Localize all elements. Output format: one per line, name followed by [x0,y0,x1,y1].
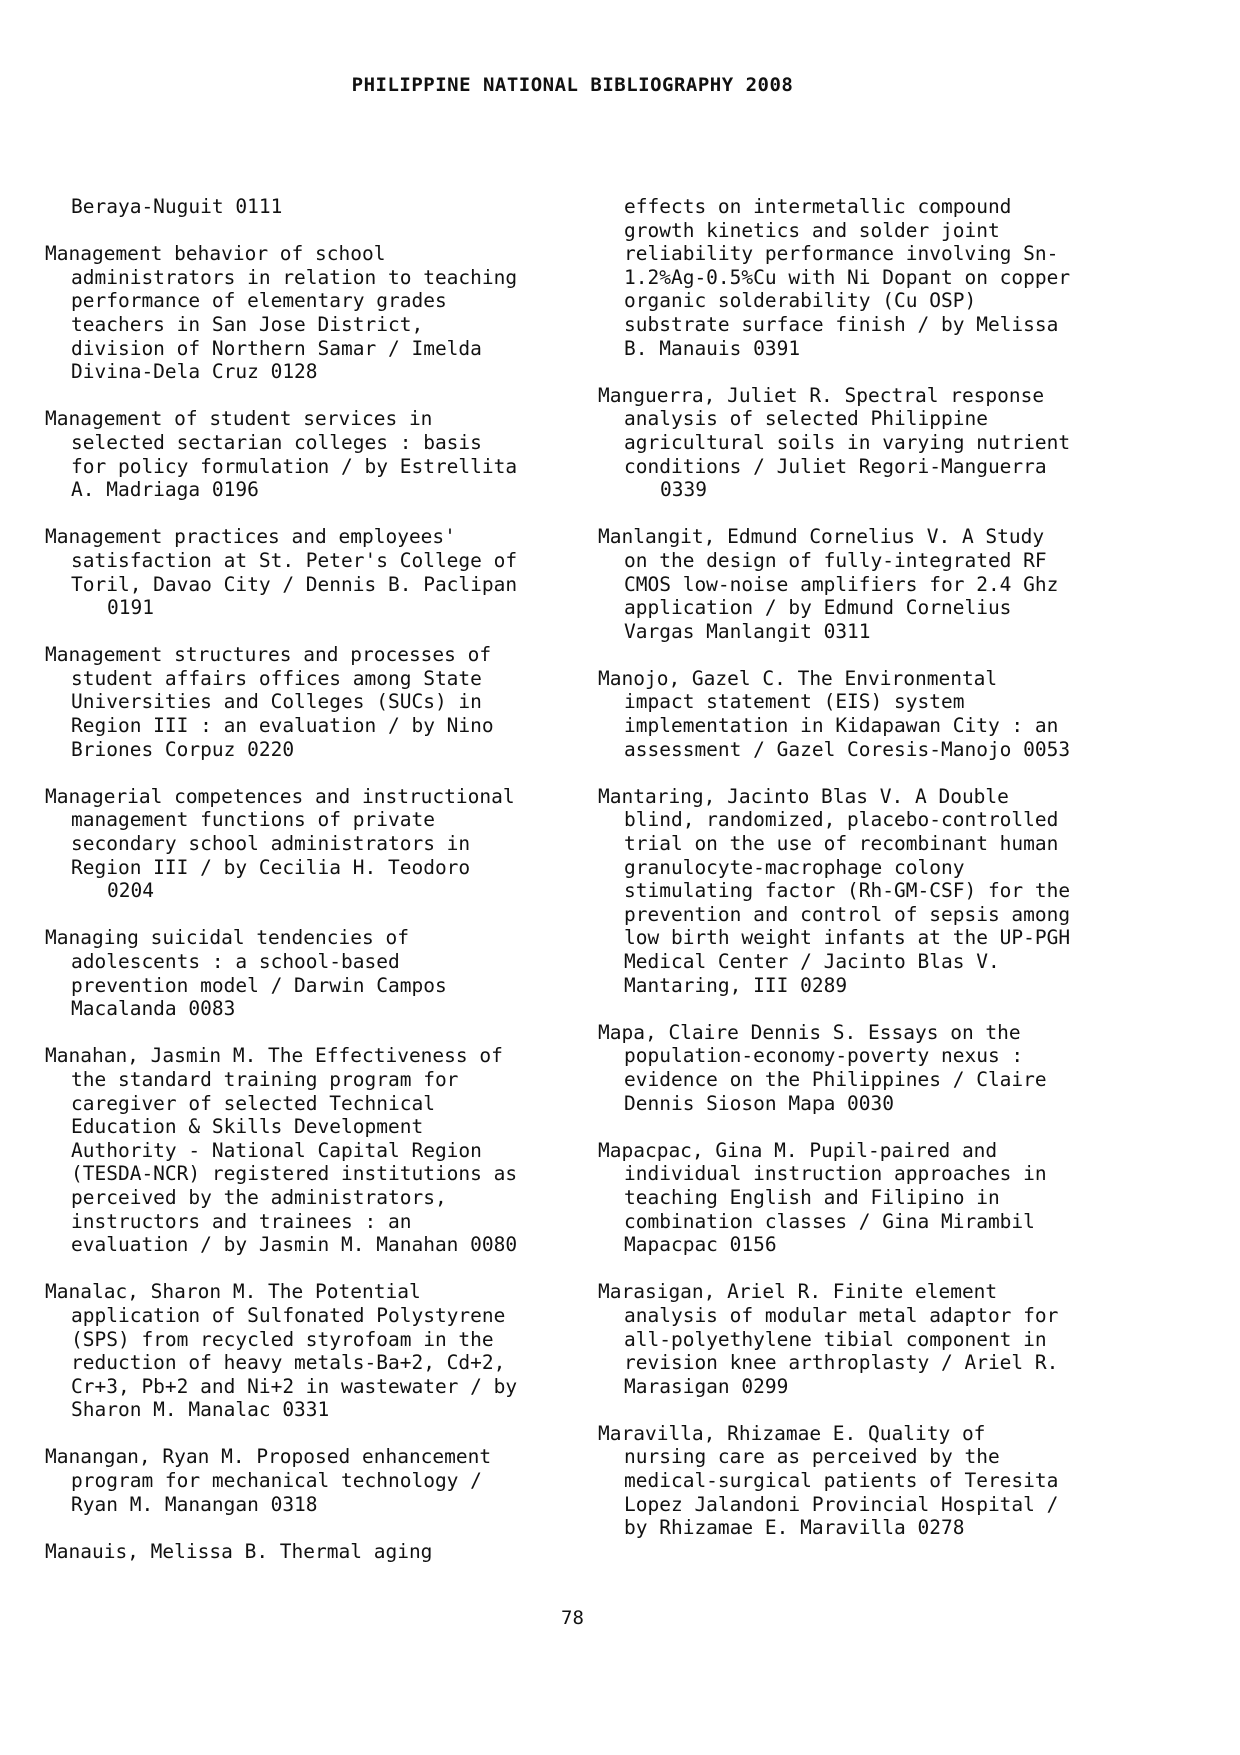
entry-line: Manojo, Gazel C. The Environmental [598,666,998,690]
entry-line: Divina-Dela Cruz 0128 [71,360,318,384]
entry-line: Beraya-Nuguit 0111 [71,195,283,218]
entry-line: Cr+3, Pb+2 and Ni+2 in wastewater / by [71,1374,518,1398]
entry-line: Universities and Colleges (SUCs) in [71,690,482,714]
entry-line: Management behavior of school [45,242,386,266]
entry-line: student affairs offices among State [71,666,482,690]
entry-line: individual instruction approaches in [624,1162,1047,1186]
entry-line: Ryan M. Manangan 0318 [71,1492,318,1516]
right-column [598,195,1128,1563]
entry-line: substrate surface finish / by Melissa [624,312,1059,336]
entry-line: 1.2%Ag-0.5%Cu with Ni Dopant on copper [624,265,1071,289]
bibliography-entry [45,1044,565,1256]
bibliography-entry [598,1422,1128,1540]
bibliography-entry [598,525,1128,643]
bibliography-entry [45,926,565,1020]
entry-line: (SPS) from recycled styrofoam in the [71,1327,494,1351]
entry-line: revision knee arthroplasty / Ariel R. [624,1351,1059,1375]
page-number: 78 [561,1607,584,1629]
bibliography-entry [45,407,565,501]
entry-line: Lopez Jalandoni Provincial Hospital / [624,1492,1059,1516]
entry-line: adolescents : a school-based [71,950,400,973]
entry-line: trial on the use of recombinant human [624,832,1059,856]
entry-line: analysis of selected Philippine [624,407,988,431]
entry-line: reduction of heavy metals-Ba+2, Cd+2, [71,1351,506,1375]
bibliography-entry [45,643,565,761]
entry-line: (TESDA-NCR) registered institutions as [71,1162,518,1186]
entry-line: on the design of fully-integrated RF [624,548,1047,572]
entry-line: Managerial competences and instructional [45,784,515,808]
entry-line: Region III : an evaluation / by Nino [71,714,494,738]
entry-line: Mantaring, III 0289 [624,973,848,997]
entry-line: Mantaring, Jacinto Blas V. A Double [598,784,1009,808]
entry-line: analysis of modular metal adaptor for [624,1303,1059,1327]
entry-line: low birth weight infants at the UP-PGH [624,926,1071,950]
entry-line: Manguerra, Juliet R. Spectral response [598,383,1045,407]
entry-line: Managing suicidal tendencies of [45,926,409,950]
entry-line: Education & Skills Development [71,1115,424,1139]
entry-line: 0204 [107,879,154,903]
entry-line: Maravilla, Rhizamae E. Quality of [598,1421,986,1445]
entry-line: caregiver of selected Technical [71,1091,435,1115]
entry-line: Toril, Davao City / Dennis B. Paclipan [71,572,518,596]
entry-line: agricultural soils in varying nutrient [624,430,1071,454]
entry-line: A. Madriaga 0196 [71,478,259,502]
entry-line: application of Sulfonated Polystyrene [71,1303,506,1327]
entry-line: by Rhizamae E. Maravilla 0278 [624,1516,965,1540]
entry-line: medical-surgical patients of Teresita [624,1469,1059,1493]
entry-line: Macalanda 0083 [71,997,236,1021]
entry-line: Manlangit, Edmund Cornelius V. A Study [598,525,1045,549]
entry-line: application / by Edmund Cornelius [624,596,1012,620]
entry-line: assessment / Gazel Coresis-Manojo 0053 [624,737,1071,761]
bibliography-entry [598,1280,1128,1398]
entry-line: prevention model / Darwin Campos [71,973,447,997]
entry-line: blind, randomized, placebo-controlled [624,808,1059,832]
entry-line: prevention and control of sepsis among [624,902,1071,926]
entry-line: Authority - National Capital Region [71,1138,482,1162]
entry-line: secondary school administrators in [71,832,471,856]
entry-line: Region III / by Cecilia H. Teodoro [71,855,471,879]
entry-line: performance of elementary grades [71,289,447,313]
entry-line: Manahan, Jasmin M. The Effectiveness of [45,1044,503,1068]
entry-line: division of Northern Samar / Imelda [71,336,482,360]
entry-line: Medical Center / Jacinto Blas V. [624,950,1000,973]
entry-line: nursing care as perceived by the [624,1445,1000,1469]
entry-line: evaluation / by Jasmin M. Manahan 0080 [71,1233,518,1257]
entry-line: Mapa, Claire Dennis S. Essays on the [598,1020,1021,1044]
entry-line: the standard training program for [71,1067,459,1091]
entry-line: administrators in relation to teaching [71,265,518,289]
entry-line: teaching English and Filipino in [624,1185,1000,1209]
entry-line: Manalac, Sharon M. The Potential [45,1280,421,1304]
entry-line: CMOS low-noise amplifiers for 2.4 Ghz [624,572,1059,596]
entry-line: Mapacpac, Gina M. Pupil-paired and [598,1138,998,1162]
entry-line: stimulating factor (Rh-GM-CSF) for the [624,879,1071,903]
entry-line: Vargas Manlangit 0311 [624,619,871,643]
entry-line: Management structures and processes of [45,643,492,667]
bibliography-entry [598,1021,1128,1115]
entry-line: B. Manauis 0391 [624,336,801,360]
entry-line: management functions of private [71,808,435,832]
bibliography-entry [598,1139,1128,1257]
entry-line: combination classes / Gina Mirambil [624,1209,1035,1233]
entry-line: Sharon M. Manalac 0331 [71,1398,330,1422]
bibliography-entry [45,1540,565,1564]
entry-line: instructors and trainees : an [71,1209,412,1233]
bibliography-entry [45,785,565,903]
entry-line: program for mechanical technology / [71,1469,482,1493]
entry-line: reliability performance involving Sn- [624,242,1059,266]
entry-line: 0191 [107,596,154,620]
entry-line: Dennis Sioson Mapa 0030 [624,1091,895,1115]
bibliography-entry [598,384,1128,502]
entry-line: Management practices and employees' [45,525,456,549]
bibliography-entry [598,785,1128,997]
entry-line: teachers in San Jose District, [71,312,424,336]
entry-line: selected sectarian colleges : basis [71,430,482,454]
entry-line: satisfaction at St. Peter's College of [71,548,518,572]
bibliography-entry [598,195,1128,360]
page-title: PHILIPPINE NATIONAL BIBLIOGRAPHY 2008 [351,74,794,96]
left-column [45,195,565,1587]
entry-line: implementation in Kidapawan City : an [624,714,1059,738]
entry-line: for policy formulation / by Estrellita [71,454,518,478]
entry-line: Mapacpac 0156 [624,1233,777,1257]
entry-line: Marasigan 0299 [624,1374,789,1398]
bibliography-entry [45,1445,565,1516]
bibliography-entry [45,195,565,219]
entry-line: evidence on the Philippines / Claire [624,1067,1047,1091]
bibliography-entry [45,242,565,384]
entry-line: perceived by the administrators, [71,1185,447,1209]
entry-line: Manangan, Ryan M. Proposed enhancement [45,1445,492,1469]
entry-line: Manauis, Melissa B. Thermal aging [45,1539,433,1563]
bibliography-entry [45,1280,565,1422]
entry-line: population-economy-poverty nexus : [624,1044,1024,1068]
entry-line: effects on intermetallic compound [624,195,1012,218]
entry-line: impact statement (EIS) system [624,690,965,714]
bibliography-entry [45,525,565,619]
entry-line: granulocyte-macrophage colony [624,855,965,879]
entry-line: all-polyethylene tibial component in [624,1327,1047,1351]
entry-line: 0339 [660,478,707,502]
entry-line: Briones Corpuz 0220 [71,737,295,761]
entry-line: Marasigan, Ariel R. Finite element [598,1280,998,1304]
entry-line: Management of student services in [45,407,433,431]
entry-line: growth kinetics and solder joint [624,218,1000,242]
entry-line: organic solderability (Cu OSP) [624,289,977,313]
entry-line: conditions / Juliet Regori-Manguerra [624,454,1047,478]
bibliography-entry [598,667,1128,761]
